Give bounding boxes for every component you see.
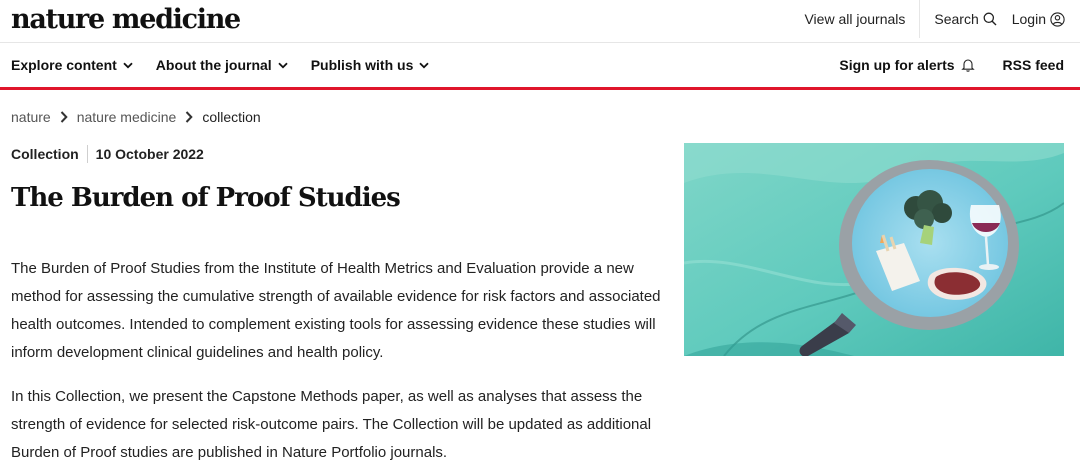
journal-logo[interactable]: nature medicine [11, 4, 240, 35]
header-links [804, 0, 1065, 38]
explore-content-menu[interactable] [11, 57, 133, 73]
breadcrumb-nature-medicine[interactable]: nature medicine [76, 109, 177, 125]
breadcrumb-nature[interactable]: nature [11, 109, 51, 125]
content-type: Collection [11, 146, 79, 162]
description-paragraph: In this Collection, we present the Capstone Methods paper, as well as analyses that assess the strength of evidence for selected risk-outcome pairs. The Collection will be updated as additional Burden of Proof studies are published in Nature Portfolio journals. [11, 388, 652, 461]
nav-actions [839, 43, 1064, 87]
search-label: Search [934, 11, 979, 27]
article-meta [11, 145, 204, 163]
chevron-down-icon [123, 62, 133, 69]
chevron-right-icon [185, 111, 193, 123]
login-button[interactable] [1012, 11, 1065, 27]
publish-with-us-label: Publish with us [310, 57, 414, 73]
view-all-journals-link[interactable]: View all journals [804, 11, 906, 27]
chevron-right-icon [60, 111, 68, 123]
nav-menu [11, 43, 429, 87]
chevron-down-icon [419, 62, 429, 69]
user-icon [1050, 12, 1065, 27]
divider [87, 145, 88, 163]
search-button[interactable] [934, 11, 996, 27]
login-label: Login [1011, 11, 1046, 27]
chevron-down-icon [278, 62, 288, 69]
explore-content-label: Explore content [11, 57, 117, 73]
breadcrumb-collection: collection [202, 109, 261, 125]
page-title: The Burden of Proof Studies [11, 183, 400, 213]
divider [919, 0, 920, 38]
sign-up-alerts-label: Sign up for alerts [839, 57, 955, 73]
spacer [1004, 0, 1005, 38]
publish-with-us-menu[interactable] [311, 57, 430, 73]
search-icon [983, 12, 997, 26]
bell-icon [961, 58, 975, 72]
description-paragraph: The Burden of Proof Studies from the Institute of Health Metrics and Evaluation provide a new method for assessing the cumulative strength of available evidence for risk factors and associated health outcomes. Intended to complement existing tools for assessing evidence these studies will inform development clinical guidelines and health policy. [11, 260, 661, 361]
rss-feed-link[interactable]: RSS feed [1002, 57, 1064, 73]
top-header [0, 0, 1080, 43]
main-nav [0, 43, 1080, 90]
breadcrumb [11, 109, 261, 125]
about-journal-menu[interactable] [156, 57, 288, 73]
collection-illustration [684, 143, 1064, 356]
about-journal-label: About the journal [155, 57, 272, 73]
sign-up-alerts-button[interactable] [839, 57, 974, 73]
publication-date: 10 October 2022 [95, 146, 204, 162]
